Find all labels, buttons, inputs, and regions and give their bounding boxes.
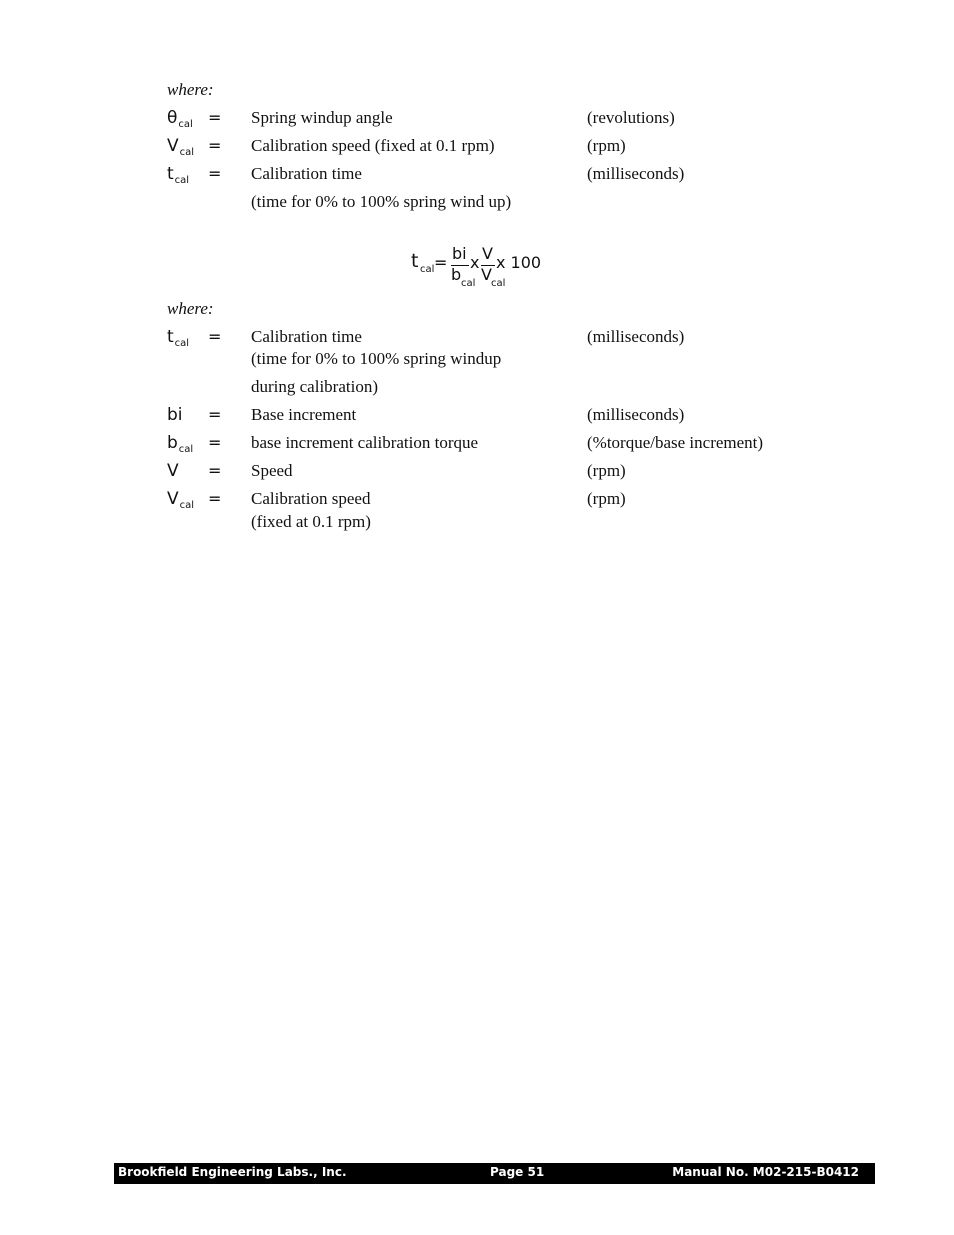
definition-row — [0, 164, 954, 188]
formula-frac1-numerator: bi — [452, 244, 467, 263]
footer-manual-number: Manual No. M02-215-B0412 — [672, 1165, 859, 1179]
definition-description: Calibration time — [251, 164, 362, 183]
definition-continuation: (time for 0% to 100% spring windup — [251, 349, 502, 368]
equals-sign: = — [208, 433, 222, 452]
equals-sign: = — [208, 461, 222, 480]
footer-company: Brookfield Engineering Labs., Inc. — [118, 1165, 347, 1179]
definition-unit: (milliseconds) — [587, 164, 685, 183]
equals-sign: = — [208, 489, 222, 508]
definition-row — [0, 327, 954, 351]
definition-unit: (milliseconds) — [587, 327, 685, 346]
definition-description: Base increment — [251, 405, 357, 424]
definition-continuation: during calibration) — [251, 377, 378, 396]
definition-description: Spring windup angle — [251, 108, 393, 127]
definition-row — [0, 433, 954, 457]
equals-sign: = — [208, 405, 222, 424]
page-footer — [114, 1163, 875, 1184]
formula-frac2-denominator: V — [481, 265, 492, 284]
equals-sign: = — [208, 327, 222, 346]
definition-unit: (milliseconds) — [587, 405, 685, 424]
formula-frac1-den-sub: cal — [461, 278, 476, 289]
equals-sign: = — [208, 108, 222, 127]
symbol-v-cal: $V_{cal}$ — [167, 489, 195, 511]
definition-row — [0, 405, 954, 429]
formula-equals: = — [434, 253, 448, 272]
equals-sign: = — [208, 164, 222, 183]
symbol-t-cal: $t_{cal}$ — [167, 327, 190, 349]
definition-row — [0, 489, 954, 513]
symbol-b-cal: $b_{cal}$ — [167, 433, 194, 455]
definition-unit: (%torque/base increment) — [587, 433, 764, 452]
definition-continuation: (fixed at 0.1 rpm) — [251, 512, 371, 531]
definition-description: base increment calibration torque — [251, 433, 479, 452]
symbol-t-cal: $t_{cal}$ — [167, 164, 190, 186]
equals-sign: = — [208, 136, 222, 155]
formula-lhs: t — [411, 250, 419, 272]
definition-row — [0, 136, 954, 160]
symbol-v-cal: $V_{cal}$ — [167, 136, 195, 158]
definition-row — [0, 461, 954, 485]
symbol-v: V — [167, 461, 179, 481]
formula-times: x — [470, 253, 480, 272]
where-label-1: where: — [167, 80, 214, 99]
definition-description: Calibration time — [251, 327, 362, 346]
footer-page-number: Page 51 — [490, 1165, 545, 1179]
definition-continuation: (time for 0% to 100% spring wind up) — [251, 192, 512, 211]
definition-description: Speed — [251, 461, 293, 480]
symbol-bi: bi — [167, 405, 183, 425]
definition-unit: (rpm) — [587, 489, 626, 508]
where-label-2: where: — [167, 299, 214, 318]
definition-unit: (rpm) — [587, 461, 626, 480]
definition-unit: (revolutions) — [587, 108, 675, 127]
formula-times-constant: x 100 — [496, 253, 542, 272]
definition-row — [0, 108, 954, 132]
calibration-time-formula — [411, 244, 571, 292]
formula-frac2-numerator: V — [482, 244, 493, 263]
formula-frac2-den-sub: cal — [491, 278, 506, 289]
definition-unit: (rpm) — [587, 136, 626, 155]
symbol-theta-cal: $\theta_{cal}$ — [167, 108, 193, 130]
formula-frac1-denominator: b — [451, 265, 462, 284]
formula-lhs-sub: cal — [420, 264, 435, 275]
definition-description: Calibration speed — [251, 489, 371, 508]
definition-description: Calibration speed (fixed at 0.1 rpm) — [251, 136, 495, 155]
